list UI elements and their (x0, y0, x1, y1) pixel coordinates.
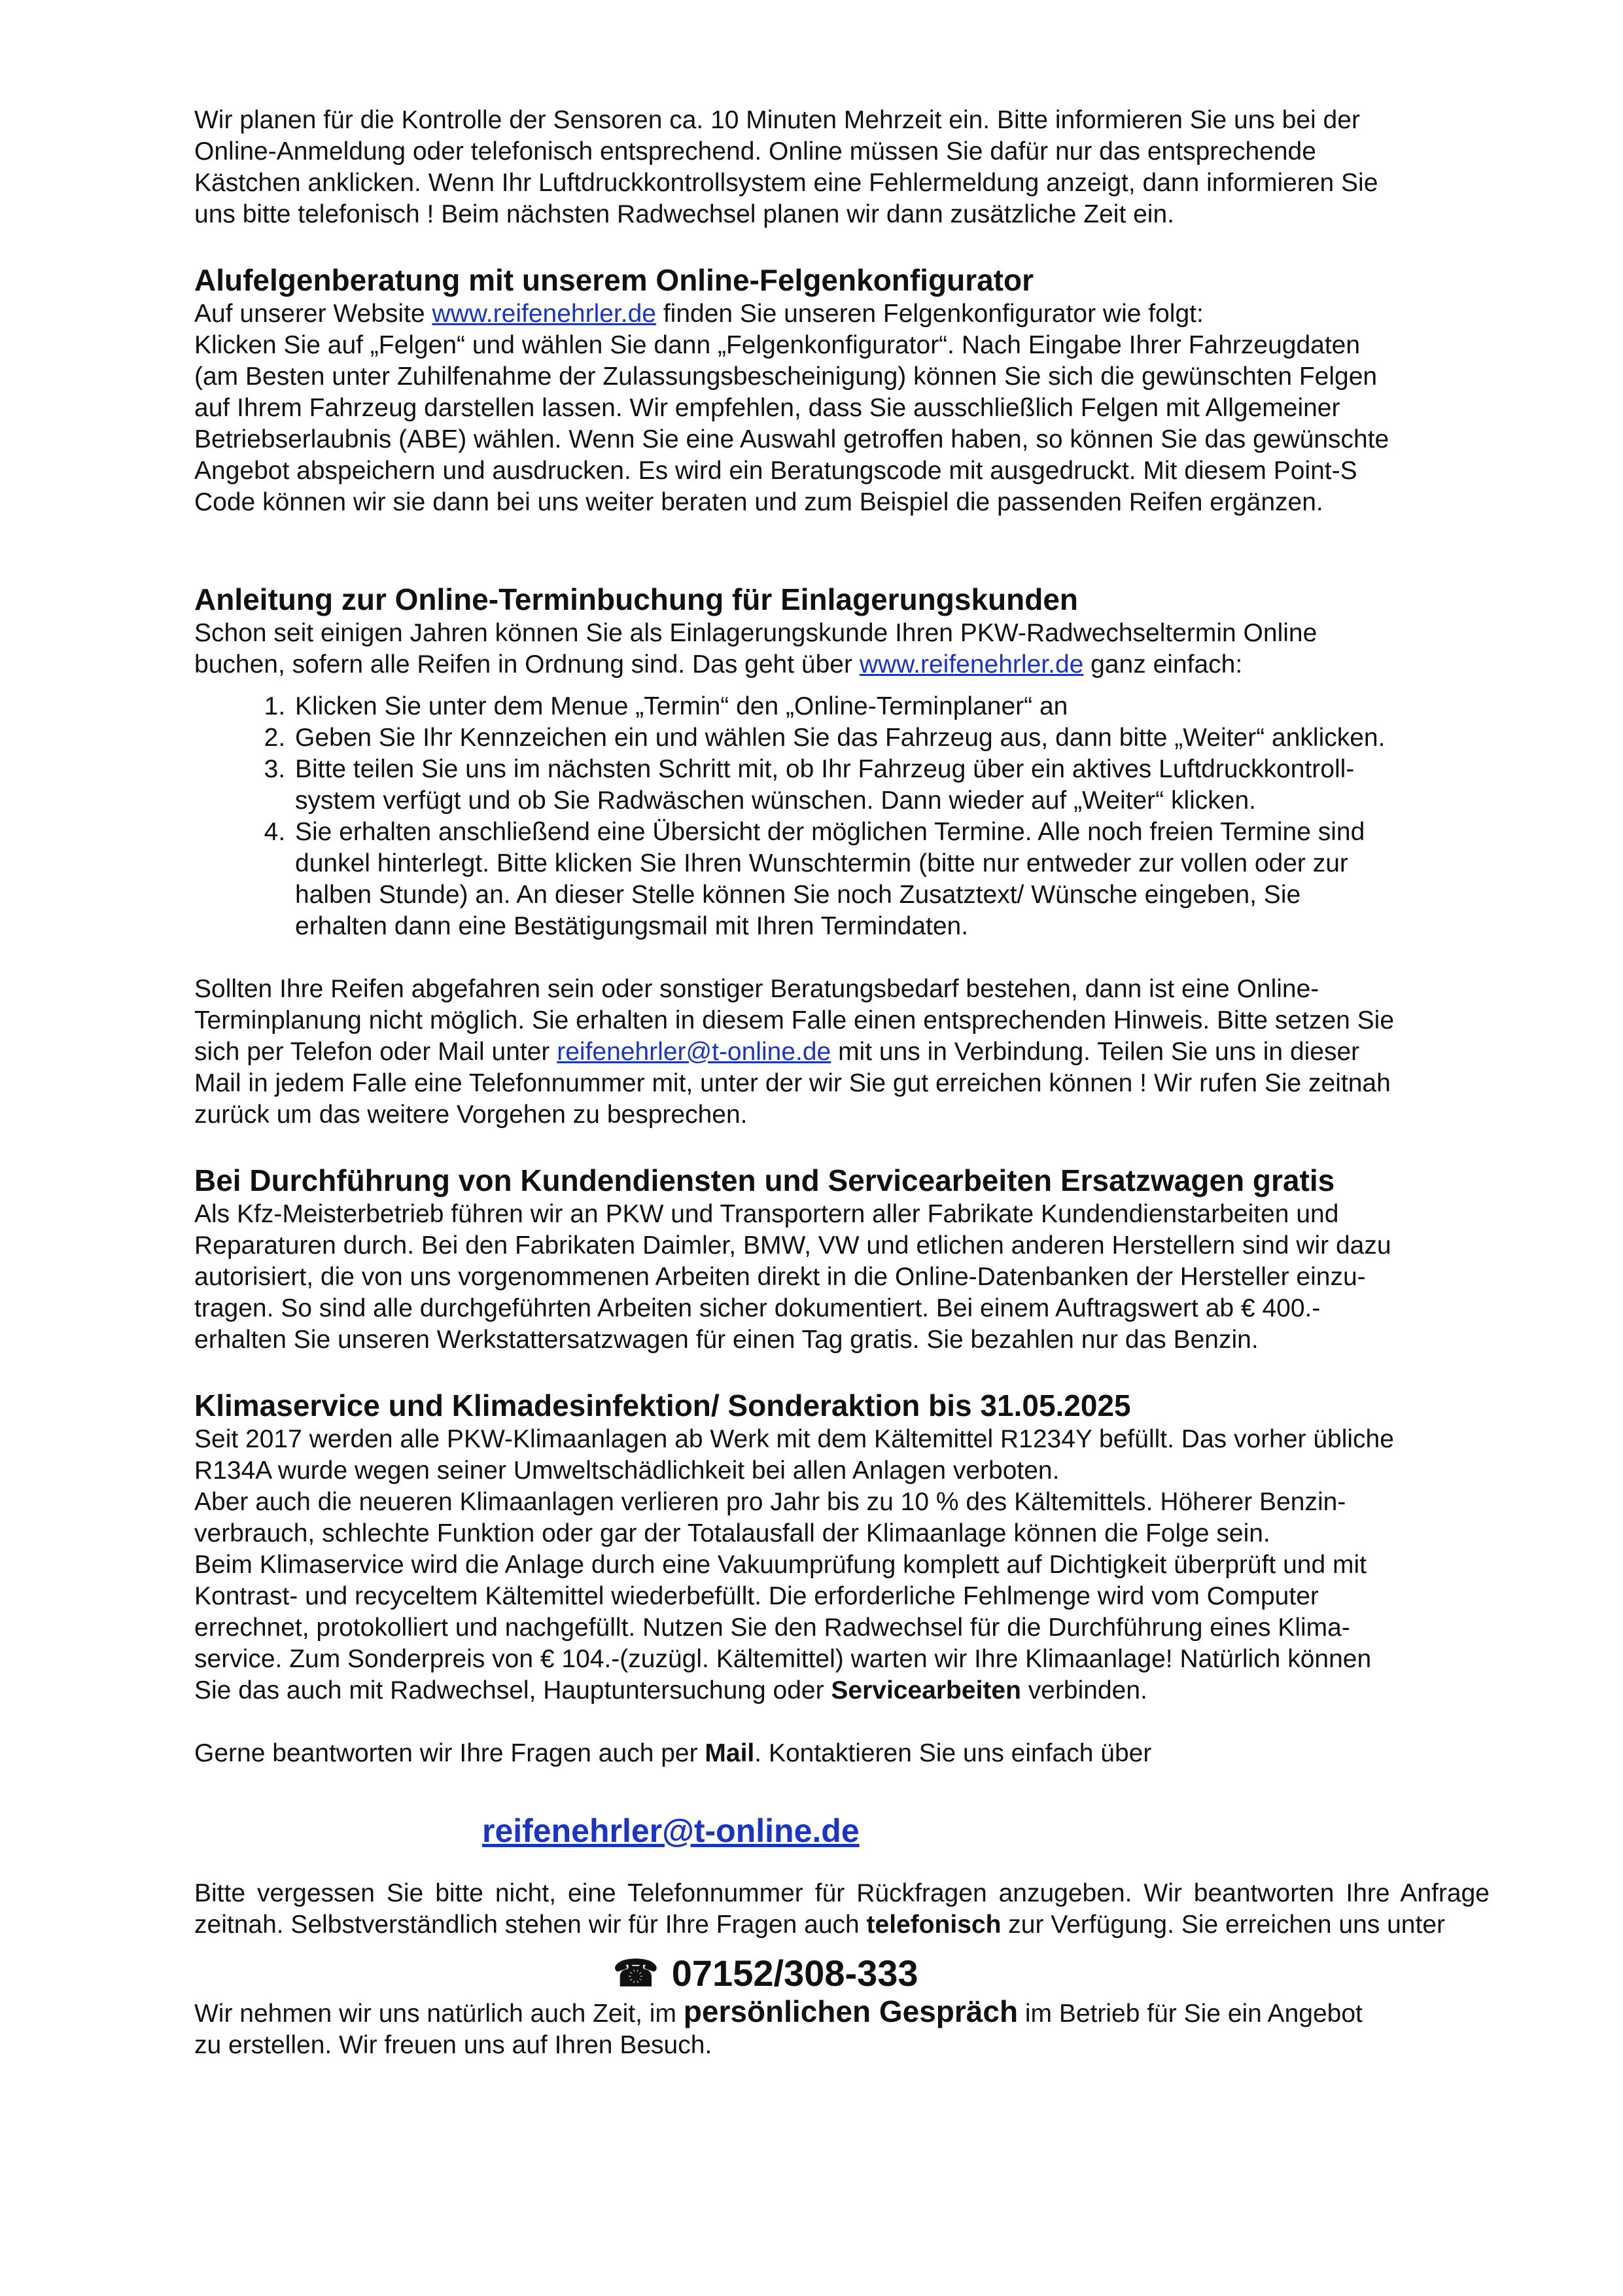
termin-note-line: Mail in jedem Falle eine Telefonnummer mit, unter der wir Sie gut erreichen können ! Wir rufen Sie zeitnah (194, 1069, 1391, 1097)
klima-section (194, 1387, 1490, 1706)
felgen-line: Code können wir sie dann bei uns weiter beraten und zum Beispiel die passenden Reifen ergänzen. (194, 488, 1323, 516)
website-link[interactable]: www.reifenehrler.de (859, 650, 1084, 679)
felgen-line: Auf unserer Website www.reifenehrler.de finden Sie unseren Felgenkonfigurator wie folgt: (194, 300, 1204, 328)
list-item: 4. Sie erhalten anschließend eine Übersicht der möglichen Termine. Alle noch freien Termine sind dunkel hinterlegt. Bitte klicken Sie Ihren Wunschtermin (bitte nur entweder zur vollen oder zur halben Stunde) an. An dieser Stelle können Sie noch Zusatztext/ Wünsche eingeben, Sie erhalten dann eine Bestätigungsmail mit Ihren Termindaten. (292, 817, 1398, 942)
service-line: erhalten Sie unseren Werkstattersatzwagen für einen Tag gratis. Sie bezahlen nur das Benzin. (194, 1326, 1259, 1354)
klima-line: Kontrast- und recyceltem Kältemittel wiederbefüllt. Die erforderliche Fehlmenge wird vom Computer (194, 1582, 1319, 1610)
termin-note-line: Sollten Ihre Reifen abgefahren sein oder sonstiger Beratungsbedarf bestehen, dann ist eine Online- (194, 975, 1319, 1003)
closing-line: zu erstellen. Wir freuen uns auf Ihren Besuch. (194, 2031, 712, 2059)
intro-section (194, 105, 1490, 230)
email-link[interactable]: reifenehrler@t-online.de (557, 1038, 831, 1066)
felgen-heading: Alufelgenberatung mit unserem Online-Felgenkonfigurator (194, 263, 1034, 297)
document-page (194, 105, 1490, 2061)
contact-email-line (194, 1810, 1490, 1852)
klima-line: errechnet, protokolliert und nachgefüllt. Nutzen Sie den Radwechsel für die Durchführung eines Klima- (194, 1614, 1350, 1642)
service-line: Reparaturen durch. Bei den Fabrikaten Daimler, BMW, VW und etlichen anderen Herstellern sind wir dazu (194, 1231, 1391, 1260)
service-heading: Bei Durchführung von Kundendiensten und Servicearbeiten Ersatzwagen gratis (194, 1163, 1335, 1197)
intro-line: uns bitte telefonisch ! Beim nächsten Radwechsel planen wir dann zusätzliche Zeit ein. (194, 200, 1174, 228)
felgen-line: Klicken Sie auf „Felgen“ und wählen Sie dann „Felgenkonfigurator“. Nach Eingabe Ihrer Fahrzeugdaten (194, 331, 1361, 359)
mail-intro: Gerne beantworten wir Ihre Fragen auch per Mail. Kontaktieren Sie uns einfach über (194, 1739, 1152, 1767)
phone-intro: Bitte vergessen Sie bitte nicht, eine Telefonnummer für Rückfragen anzugeben. Wir beantworten Ihre Anfrage zeitnah. Selbstverständlich stehen wir für Ihre Fragen auch telefonisch zur Verfügung. Sie erreichen uns unter (194, 1879, 1490, 1939)
felgen-line: (am Besten unter Zuhilfenahme der Zulassungsbescheinigung) können Sie sich die gewünschten Felgen (194, 362, 1378, 391)
termin-line: Schon seit einigen Jahren können Sie als Einlagerungskunde Ihren PKW-Radwechseltermin Online (194, 619, 1318, 647)
closing-line: Wir nehmen wir uns natürlich auch Zeit, im persönlichen Gespräch im Betrieb für Sie ein Angebot (194, 1994, 1363, 2028)
klima-line: service. Zum Sonderpreis von € 104.-(zuzügl. Kältemittel) warten wir Ihre Klimaanlage! Natürlich können (194, 1645, 1372, 1673)
phone-number[interactable]: 07152/308-333 (671, 1952, 918, 1994)
termin-note-line: zurück um das weitere Vorgehen zu besprechen. (194, 1101, 748, 1129)
list-item: 1. Klicken Sie unter dem Menue „Termin“ den „Online-Terminplaner“ an (292, 691, 1398, 722)
contact-section (194, 1738, 1490, 2061)
felgen-line: auf Ihrem Fahrzeug darstellen lassen. Wir empfehlen, dass Sie ausschließlich Felgen mit Allgemeiner (194, 394, 1340, 422)
website-link[interactable]: www.reifenehrler.de (432, 300, 656, 328)
service-line: tragen. So sind alle durchgeführten Arbeiten sicher dokumentiert. Bei einem Auftragswert ab € 400.- (194, 1294, 1321, 1322)
termin-note-line: Terminplanung nicht möglich. Sie erhalten in diesem Falle einen entsprechenden Hinweis. Bitte setzen Sie (194, 1006, 1395, 1034)
klima-line: Seit 2017 werden alle PKW-Klimaanlagen ab Werk mit dem Kältemittel R1234Y befüllt. Das vorher übliche (194, 1425, 1394, 1453)
list-item: 2. Geben Sie Ihr Kennzeichen ein und wählen Sie das Fahrzeug aus, dann bitte „Weiter“ anklicken. (292, 722, 1398, 754)
termin-steps-list (194, 691, 1398, 942)
phone-line (194, 1951, 1490, 1996)
klima-line: verbrauch, schlechte Funktion oder gar der Totalausfall der Klimaanlage können die Folge sein. (194, 1519, 1270, 1547)
intro-line: Wir planen für die Kontrolle der Sensoren ca. 10 Minuten Mehrzeit ein. Bitte informieren Sie uns bei der (194, 106, 1360, 134)
list-item: 3. Bitte teilen Sie uns im nächsten Schritt mit, ob Ihr Fahrzeug über ein aktives Luftdruckkontroll-system verfügt und ob Sie Radwäschen wünschen. Dann wieder auf „Weiter“ klicken. (292, 754, 1398, 817)
service-section (194, 1162, 1490, 1356)
klima-line: R134A wurde wegen seiner Umweltschädlichkeit bei allen Anlagen verboten. (194, 1457, 1060, 1485)
termin-line: buchen, sofern alle Reifen in Ordnung sind. Das geht über www.reifenehrler.de ganz einfach: (194, 650, 1243, 679)
telephone-icon: ☎ (613, 1952, 659, 1994)
termin-section (194, 581, 1490, 1131)
felgen-line: Betriebserlaubnis (ABE) wählen. Wenn Sie eine Auswahl getroffen haben, so können Sie das gewünschte (194, 425, 1389, 453)
klima-line: Sie das auch mit Radwechsel, Hauptuntersuchung oder Servicearbeiten verbinden. (194, 1676, 1147, 1704)
termin-heading: Anleitung zur Online-Terminbuchung für Einlagerungskunden (194, 582, 1079, 616)
service-line: Als Kfz-Meisterbetrieb führen wir an PKW und Transportern aller Fabrikate Kundendienstarbeiten und (194, 1200, 1339, 1228)
email-link[interactable]: reifenehrler@t-online.de (482, 1812, 860, 1849)
klima-line: Beim Klimaservice wird die Anlage durch eine Vakuumprüfung komplett auf Dichtigkeit überprüft und mit (194, 1551, 1367, 1579)
klima-heading: Klimaservice und Klimadesinfektion/ Sonderaktion bis 31.05.2025 (194, 1388, 1131, 1422)
felgen-section (194, 262, 1490, 518)
intro-line: Kästchen anklicken. Wenn Ihr Luftdruckkontrollsystem eine Fehlermeldung anzeigt, dann informieren Sie (194, 169, 1378, 197)
klima-line: Aber auch die neueren Klimaanlagen verlieren pro Jahr bis zu 10 % des Kältemittels. Höherer Benzin- (194, 1488, 1346, 1516)
service-line: autorisiert, die von uns vorgenommenen Arbeiten direkt in die Online-Datenbanken der Hersteller einzu- (194, 1263, 1366, 1291)
felgen-line: Angebot abspeichern und ausdrucken. Es wird ein Beratungscode mit ausgedruckt. Mit diesem Point-S (194, 457, 1357, 485)
intro-line: Online-Anmeldung oder telefonisch entsprechend. Online müssen Sie dafür nur das entsprechende (194, 137, 1316, 166)
termin-note-line: sich per Telefon oder Mail unter reifenehrler@t-online.de mit uns in Verbindung. Teilen Sie uns in dieser (194, 1038, 1360, 1066)
